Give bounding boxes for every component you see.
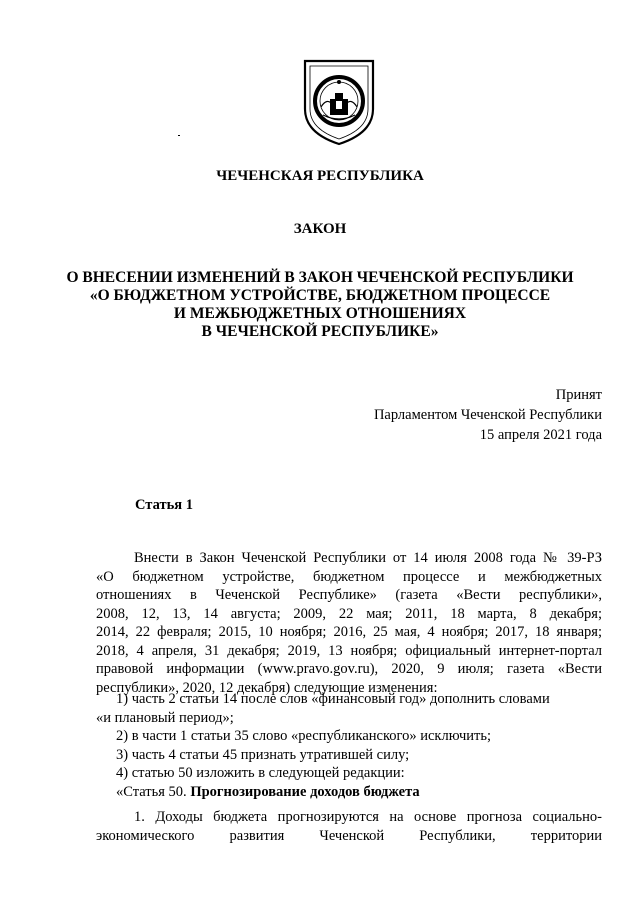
paragraph-line: 2008, 12, 13, 14 августа; 2009, 22 мая; 2011, 18 марта, 8 декабря; [96, 605, 602, 622]
scan-mark [178, 135, 180, 136]
new-article-title: Прогнозирование доходов бюджета [190, 783, 420, 800]
law-title-line: О ВНЕСЕНИИ ИЗМЕНЕНИЙ В ЗАКОН ЧЕЧЕНСКОЙ РЕСПУБЛИКИ [66, 269, 574, 286]
paragraph-line: 2014, 22 февраля; 2015, 10 ноября; 2016, 25 мая, 4 ноября; 2017, 18 января; [96, 624, 602, 640]
amendment-item-4: 4) статью 50 изложить в следующей редакции: [116, 765, 405, 781]
law-title [0, 269, 640, 341]
paragraph-line: 2018, 4 апреля, 31 декабря; 2019, 13 ноября; официальный интернет-портал [96, 642, 602, 659]
amendment-list [96, 690, 602, 801]
new-article-prefix: «Статья 50. [116, 783, 191, 800]
document-type-label: ЗАКОН [293, 221, 347, 237]
adoption-line: Принят [555, 387, 602, 403]
chechen-republic-emblem-icon [299, 57, 379, 147]
new-article-heading [96, 783, 602, 802]
paragraph-line: экономического развития Чеченской Республики, территории [96, 827, 602, 844]
paragraph-line: правовой информации (www.pravo.gov.ru), 2020, 9 июля; газета «Вести [96, 661, 602, 677]
republic-name: ЧЕЧЕНСКАЯ РЕСПУБЛИКА [216, 168, 424, 184]
amendment-item-1: 1) часть 2 статьи 14 после слов «финансовый год» дополнить словами [116, 691, 550, 707]
adoption-info [374, 385, 602, 445]
amendment-item-2: 2) в части 1 статьи 35 слово «республиканского» исключить; [116, 728, 492, 744]
paragraph-line: «О бюджетном устройстве, бюджетном процессе и межбюджетных [96, 568, 602, 585]
amendment-item-1-continuation: «и плановый период»; [96, 709, 234, 726]
law-title-line: В ЧЕЧЕНСКОЙ РЕСПУБЛИКЕ» [201, 323, 439, 340]
amendment-item-3: 3) часть 4 статьи 45 признать утратившей силу; [116, 746, 410, 763]
law-title-line: И МЕЖБЮДЖЕТНЫХ ОТНОШЕНИЯХ [173, 305, 467, 322]
paragraph-line: 1. Доходы бюджета прогнозируются на основе прогноза социально- [134, 809, 602, 825]
article-intro-paragraph [96, 549, 602, 697]
paragraph-line: отношениях в Чеченской Республике» (газета «Вести республики», [96, 587, 602, 603]
new-article-paragraph-1 [96, 808, 602, 845]
adoption-line: Парламентом Чеченской Республики [373, 407, 602, 423]
paragraph-line: Внести в Закон Чеченской Республики от 14 июля 2008 года № 39-РЗ [134, 550, 602, 566]
adoption-date: 15 апреля 2021 года [479, 427, 602, 443]
paragraph-line: республики», 2020, 12 декабря) следующие изменения: [96, 679, 438, 696]
article-heading: Статья 1 [135, 497, 193, 513]
law-title-line: «О БЮДЖЕТНОМ УСТРОЙСТВЕ, БЮДЖЕТНОМ ПРОЦЕССЕ [89, 287, 551, 304]
